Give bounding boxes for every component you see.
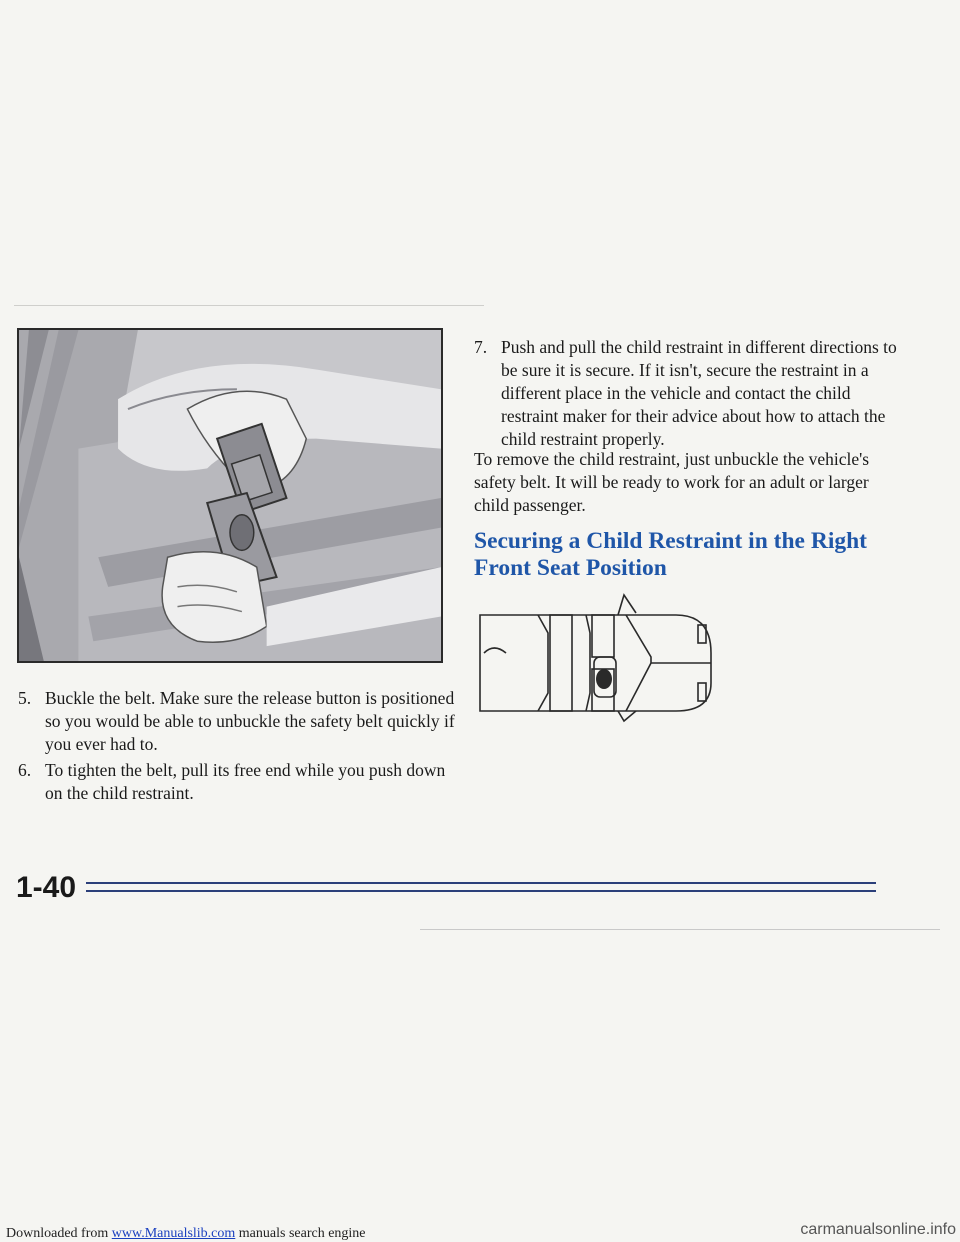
- page-footer: [16, 868, 876, 908]
- download-note: Downloaded from www.Manualslib.com manuals search engine: [6, 1226, 366, 1241]
- remove-restraint-paragraph: To remove the child restraint, just unbuckle the vehicle's safety belt. It will be ready to work for an adult or larger child passenger.: [474, 449, 870, 515]
- step-6: [18, 759, 458, 805]
- footer-rule-lower: [86, 890, 876, 892]
- step-number: 5.: [18, 688, 32, 708]
- vehicle-seat-diagram: [476, 593, 716, 723]
- download-footer: [0, 1221, 960, 1242]
- step-7: [474, 336, 898, 451]
- step-text: Buckle the belt. Make sure the release button is positioned so you would be able to unbuckle the safety belt quickly if you ever had to.: [45, 688, 455, 754]
- section-heading: Securing a Child Restraint in the Right Front Seat Position: [474, 528, 867, 581]
- page-number: 1-40: [16, 871, 77, 904]
- belt-buckle-illustration: [17, 328, 443, 663]
- step-text: Push and pull the child restraint in different directions to be sure it is secure. If it isn't, secure the restraint in a different place in the vehicle and contact the child restraint maker for their advice about how to attach the child restraint properly.: [501, 337, 897, 449]
- top-divider: [14, 305, 484, 306]
- manualslib-link[interactable]: www.Manualslib.com: [111, 1226, 236, 1241]
- step-number: 6.: [18, 760, 32, 780]
- step-text: To tighten the belt, pull its free end while you push down on the child restraint.: [45, 760, 446, 803]
- step-5: [18, 687, 458, 756]
- bottom-divider: [420, 929, 940, 930]
- watermark-text: carmanualsonline.info: [800, 1221, 956, 1238]
- footer-rule-upper: [86, 882, 876, 884]
- step-number: 7.: [474, 337, 488, 357]
